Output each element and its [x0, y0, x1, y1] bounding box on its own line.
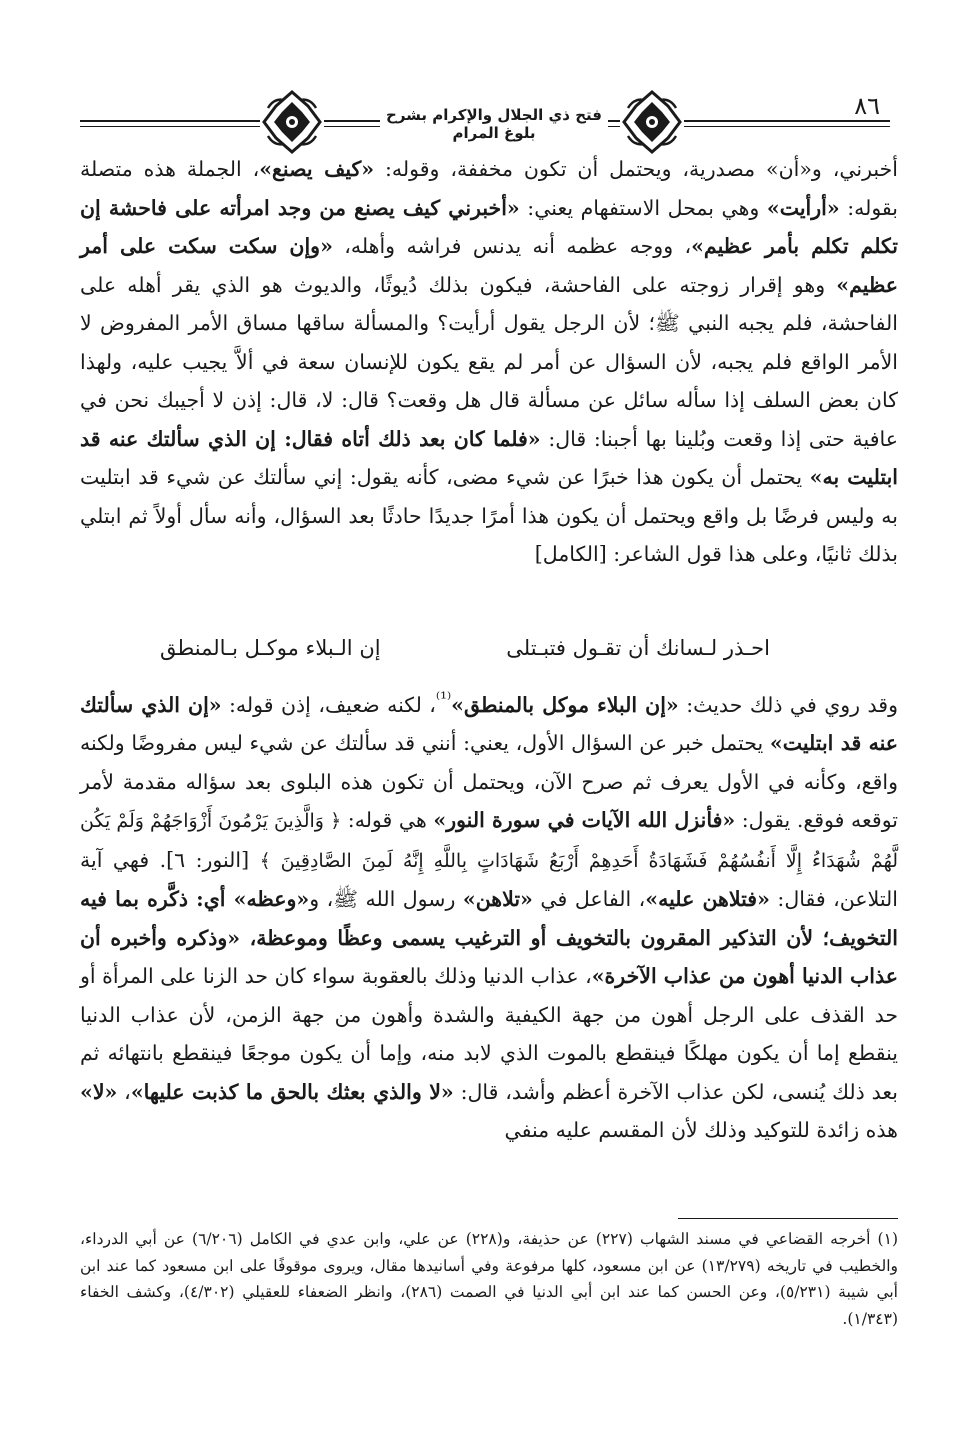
- text-run: ، لكنه ضعيف، إذن قوله:: [221, 692, 436, 717]
- text-run: يحتمل خبر عن السؤال الأول، يعني: أنني قد سألتك عن شيء ليس مفروضًا ولكنه واقع، وكأنه في الأول يعرف ثم صرح الآن، ويحتمل أن تكون هذه البلوى بعد سؤاله مقدمة لأمر توقعه فوقع. يقول:: [80, 731, 898, 833]
- footnote: [80, 1226, 898, 1332]
- main-text-block-2: [80, 680, 898, 1150]
- bold-quote: «وعظه» أي: ذكَّره بما فيه التخويف؛ لأن التذكير المقرون بالتخويف أو الترغيب يسمى وعظًا وموعظة، «وذكره وأخبره أن عذاب الدنيا أهون من عذاب الآخرة»: [80, 887, 898, 989]
- bold-quote: «أخبرني كيف يصنع من وجد امرأته على فاحشة إن تكلم تكلم بأمر عظيم»: [80, 195, 899, 258]
- quran-verse: ﴿ وَالَّذِينَ يَرْمُونَ أَزْوَاجَهُمْ وَلَمْ يَكُن لَّهُمْ شُهَدَاءُ إِلَّا أَنفُسُهُمْ فَشَهَادَةُ أَحَدِهِمْ أَرْبَعُ شَهَادَاتٍ بِاللَّهِ إِنَّهُ لَمِنَ الصَّادِقِينَ ﴾: [80, 810, 899, 872]
- bold-quote: «إن الذي سألتك عنه قد ابتليت»: [80, 692, 898, 756]
- footnote-divider: [678, 1218, 898, 1219]
- text-run: [النور: ٦]. فهي آية التلاعن، فقال:: [80, 847, 898, 912]
- page-number: ٨٦: [848, 92, 886, 120]
- text-run: وهو إقرار زوجته على الفاحشة، فيكون بذلك دُيوثًا، والديوث هو الذي يقر أهله على الفاحشة، فلم يجبه النبي ﷺ؛ لأن الرجل يقول أرأيت؟ والمسألة ساقها مساق الأمر المفروض لا الأمر الواقع فلم يجبه، لأن السؤال عن أمر لم يقع يكون للإنسان سعة في ألاَّ يجيب عليه، ولهذا كان بعض السلف إذا سأله سائل عن مسألة قال هل وقعت؟ قال: لا، قال: إذن لا أجيبك نحن في عافية حتى إذا وقعت وبُلينا بها أجبنا: قال:: [80, 272, 898, 451]
- text-run: ، ووجه عظمه أنه يدنس فراشه وأهله،: [332, 234, 692, 258]
- bold-quote: «فتلاهن عليه»: [645, 887, 770, 912]
- bold-quote: «كيف يصنع»: [259, 157, 375, 181]
- bold-quote: «فأنزل الله الآيات في سورة النور»: [433, 808, 736, 833]
- bold-quote: «إن البلاء موكل بالمنطق»: [451, 692, 679, 717]
- paragraph: [80, 150, 898, 574]
- text-run: وهي بمحل الاستفهام يعني:: [519, 195, 767, 220]
- poem-hemistich: إن الـبلاء موكـل بـالمنطق: [160, 636, 381, 660]
- text-run: هي قوله:: [341, 808, 434, 833]
- footnote-text: (١) أخرجه القضاعي في مسند الشهاب (٢٢٧) عن حذيفة، و(٢٢٨) عن علي، وابن عدي في الكامل (٦/٢٠٦) عن أبي الدرداء، والخطيب في تاريخه (١٣/٢٧٩) عن ابن مسعود، كلها مرفوعة وفي أسانيدها مقال، ويروى موقوفًا على ابن مسعود كما عند ابن أبي شيبة (٥/٢٣١)، وعن الحسن كما عند ابن أبي الدنيا في الصمت (٢٨٦)، وانظر الضعفاء للعقيلي (٤/٣٠٢)، وكشف الخفاء (١/٣٤٣).: [80, 1230, 898, 1328]
- book-title: فتح ذي الجلال والإكرام بشرح بلوغ المرام: [380, 106, 608, 142]
- text-run: ، الفاعل في: [532, 887, 646, 912]
- bold-quote: «لا»: [80, 1079, 118, 1104]
- bold-quote: «فلما كان بعد ذلك أتاه فقال: إن الذي سألتك عنه قد ابتليت به»: [80, 426, 898, 489]
- text-run: هذه زائدة للتوكيد وذلك لأن المقسم عليه منفي: [504, 1118, 898, 1143]
- text-run: ، الجملة هذه متصلة بقوله:: [80, 157, 898, 220]
- arabesque-ornament-icon: [620, 88, 684, 156]
- poem-hemistich: احـذر لـسانك أن تقـول فتبـتلى: [506, 636, 770, 660]
- text-run: أخبرني، و«أن» مصدرية، ويحتمل أن تكون مخففة، وقوله:: [374, 157, 898, 181]
- page-header: [80, 82, 890, 152]
- bold-quote: «لا والذي بعثك بالحق ما كذبت عليها»: [130, 1079, 454, 1104]
- footnote-marker[interactable]: ⁽¹⁾: [435, 689, 452, 709]
- bold-quote: «أرأيت»: [766, 195, 840, 220]
- text-run: رسول الله ﷺ، و: [309, 887, 463, 912]
- paragraph: [80, 680, 898, 1150]
- text-run: وقد روي في ذلك حديث:: [678, 692, 898, 717]
- poem-verse: [150, 632, 800, 672]
- main-text-block: [80, 150, 898, 574]
- text-run: يحتمل أن يكون هذا خبرًا عن شيء مضى، كأنه يقول: إني سألتك عن شيء قد ابتليت به وليس فرضًا بل واقع ويحتمل أن يكون هذا أمرًا جديدًا حادثًا بعد السؤال، وأنه سأل أولاً ثم ابتلي بذلك ثانيًا، وعلى هذا قول الشاعر: [الكامل]: [80, 465, 898, 566]
- bold-quote: «وإن سكت سكت على أمر عظيم»: [80, 234, 898, 297]
- arabesque-ornament-icon: [260, 88, 324, 156]
- bold-quote: «تلاهن»: [462, 887, 533, 912]
- text-run: ،: [117, 1079, 131, 1104]
- text-run: ، عذاب الدنيا وذلك بالعقوبة سواء كان حد الزنا على المرأة أو حد القذف على الرجل أهون من جهة الكيفية والشدة وأهون من جهة الزمن، لأن عذاب الدنيا ينقطع إما أن يكون مهلكًا فينقطع بالموت الذي لابد منه، وإما أن يكون موجعًا فينقطع بانتهائه ثم بعد ذلك يُنسى، لكن عذاب الآخرة أعظم وأشد، قال:: [80, 964, 898, 1104]
